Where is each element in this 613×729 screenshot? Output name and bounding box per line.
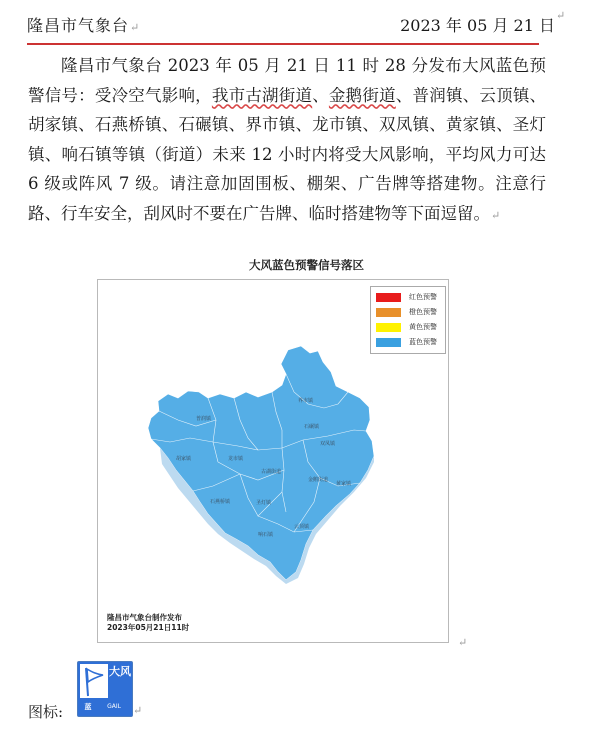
town-label: 石碾镇 — [304, 424, 320, 430]
map-region-longchang — [148, 346, 374, 580]
map-footer-time: 2023年05月21日11时 — [107, 623, 190, 632]
town-label: 金鹅街道 — [308, 477, 329, 483]
map-title: 大风蓝色预警信号落区 — [249, 258, 364, 272]
paragraph-mark: ↵ — [133, 704, 143, 717]
header-org: 隆昌市气象台↵ — [27, 16, 141, 35]
gale-blue-warning-icon — [77, 661, 133, 717]
town-label: 界市镇 — [298, 398, 314, 404]
legend-label: 黄色预警 — [409, 323, 437, 331]
legend-swatch — [376, 308, 401, 317]
icon-english: GAIL — [107, 703, 121, 710]
town-label: 龙市镇 — [228, 456, 244, 462]
town-label: 胡家镇 — [176, 456, 192, 462]
legend-swatch — [376, 293, 401, 302]
town-label: 石燕桥镇 — [210, 499, 231, 505]
bulletin-paragraph: 隆昌市气象台 2023 年 05 月 21 日 11 时 28 分发布大风蓝色预警信号：受冷空气影响，我市古湖街道、金鹅街道、普润镇、云顶镇、胡家镇、石燕桥镇、石碾镇、界市镇、龙市镇、双凤镇、黄家镇、圣灯镇、响石镇等镇（街道）未来 12 小时内将受大风影响，平均风力可达 6 级或阵风 7 级。请注意加固围板、棚架、广告牌等搭建物。注意行路、行车安全，刮风时不要在广告牌、临时搭建物等下面逗留。↵ — [28, 56, 547, 223]
flag-panel — [80, 664, 108, 698]
town-label: 圣灯镇 — [256, 500, 272, 506]
map-legend — [370, 286, 446, 354]
town-label: 响石镇 — [258, 532, 274, 538]
bulletin-text-1: 隆昌市气象台 2023 年 05 月 21 日 11 时 28 分发布大风蓝色预警信号：受冷空气影响， — [28, 56, 546, 105]
legend-swatch — [376, 323, 401, 332]
town-label: 普润镇 — [196, 416, 212, 422]
paragraph-mark: ↵ — [458, 636, 468, 649]
wind-flag-icon — [80, 664, 108, 698]
warning-map — [97, 279, 449, 643]
header-rule — [27, 43, 539, 45]
bulletin-text-2: 、 — [312, 85, 329, 105]
legend-item-red — [376, 293, 446, 303]
icon-caption: 图标: — [28, 703, 64, 721]
icon-title: 大风 — [109, 665, 131, 678]
bulletin-text-3: 、普润镇、云顶镇、胡家镇、石燕桥镇、石碾镇、界市镇、龙市镇、双凤镇、黄家镇、圣灯镇、响石镇等镇（街道）未来 12 小时内将受大风影响，平均风力可达 6 级或阵风 7 级。请注意加固围板、棚架、广告牌等搭建物。注意行路、行车安全，刮风时不要在广告牌、临时搭建物等下面逗留。 — [28, 85, 547, 223]
icon-level: 蓝 — [84, 703, 92, 711]
town-label: 古湖街道 — [261, 469, 282, 475]
bulletin-highlight-2: 金鹅街道 — [328, 85, 396, 105]
town-label: 黄家镇 — [336, 481, 352, 487]
map-footer — [107, 613, 189, 633]
bulletin-highlight-1: 我市古湖街道 — [211, 85, 313, 105]
legend-label: 红色预警 — [409, 293, 437, 301]
legend-item-orange — [376, 308, 446, 318]
corner-mark: ↵ — [556, 9, 566, 22]
document-header — [0, 0, 613, 48]
legend-item-blue — [376, 338, 446, 348]
town-label: 云顶镇 — [294, 524, 310, 530]
town-label: 双凤镇 — [320, 441, 336, 447]
legend-item-yellow — [376, 323, 446, 333]
legend-swatch — [376, 338, 401, 347]
legend-label: 橙色预警 — [409, 308, 437, 316]
header-date: 2023 年 05 月 21 日 — [400, 16, 555, 35]
map-footer-issuer: 隆昌市气象台制作发布 — [107, 613, 182, 622]
legend-label: 蓝色预警 — [409, 338, 437, 346]
